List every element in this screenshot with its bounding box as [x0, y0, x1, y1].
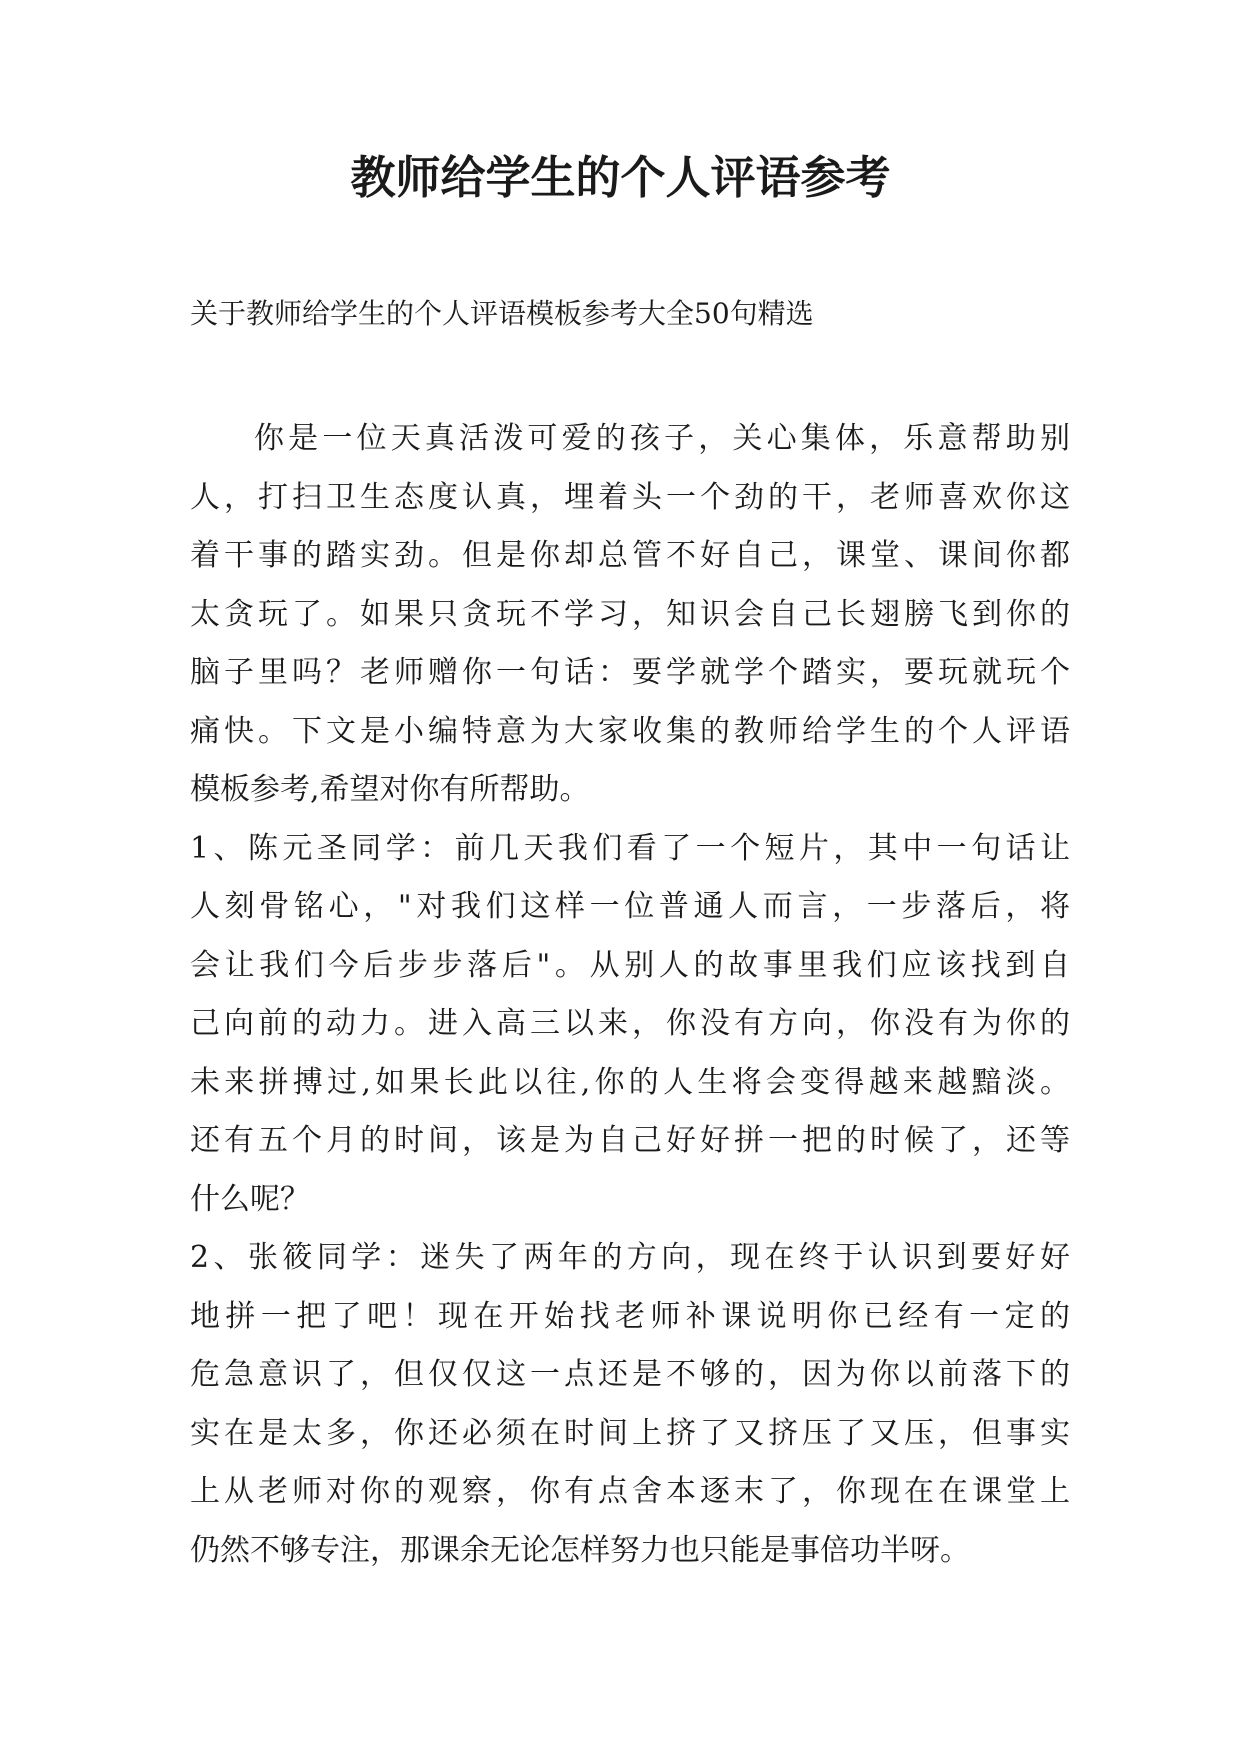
text-line: 危急意识了，但仅仅这一点还是不够的，因为你以前落下的 [190, 1357, 1070, 1392]
text-line: 己向前的动力。进入高三以来，你没有方向，你没有为你的 [190, 1006, 1070, 1041]
document-subtitle: 关于教师给学生的个人评语模板参考大全50句精选 [190, 297, 814, 330]
text-line: 人，打扫卫生态度认真，埋着头一个劲的干，老师喜欢你这 [190, 479, 1070, 515]
text-line: 着干事的踏实劲。但是你却总管不好自己，课堂、课间你都 [190, 538, 1070, 573]
text-line: 未来拼搏过,如果长此以往,你的人生将会变得越来越黯淡。 [190, 1064, 1070, 1100]
text-line: 会让我们今后步步落后"。从别人的故事里我们应该找到自 [190, 947, 1070, 983]
text-line: 什么呢？ [190, 1181, 310, 1217]
text-line: 痛快。下文是小编特意为大家收集的教师给学生的个人评语 [190, 713, 1070, 749]
text-line: 还有五个月的时间，该是为自己好好拼一把的时候了，还等 [190, 1123, 1070, 1158]
text-line: 地拼一把了吧！现在开始找老师补课说明你已经有一定的 [190, 1298, 1070, 1334]
text-line: 人刻骨铭心，"对我们这样一位普通人而言，一步落后，将 [190, 889, 1070, 924]
text-line: 模板参考,希望对你有所帮助。 [190, 772, 590, 807]
document-body [190, 410, 1070, 1580]
text-line: 上从老师对你的观察，你有点舍本逐末了，你现在在课堂上 [190, 1474, 1070, 1509]
text-line: 1、陈元圣同学：前几天我们看了一个短片，其中一句话让 [190, 830, 1070, 866]
text-line: 你是一位天真活泼可爱的孩子，关心集体，乐意帮助别 [254, 421, 1070, 456]
text-line: 2、张筱同学：迷失了两年的方向，现在终于认识到要好好 [190, 1240, 1070, 1275]
text-line: 仍然不够专注，那课余无论怎样努力也只能是事倍功半呀。 [190, 1532, 970, 1568]
page-title: 教师给学生的个人评语参考 [350, 151, 891, 204]
text-line: 实在是太多，你还必须在时间上挤了又挤压了又压，但事实 [190, 1415, 1070, 1451]
text-line: 脑子里吗？老师赠你一句话：要学就学个踏实，要玩就玩个 [190, 655, 1070, 690]
text-line: 太贪玩了。如果只贪玩不学习，知识会自己长翅膀飞到你的 [190, 596, 1070, 632]
